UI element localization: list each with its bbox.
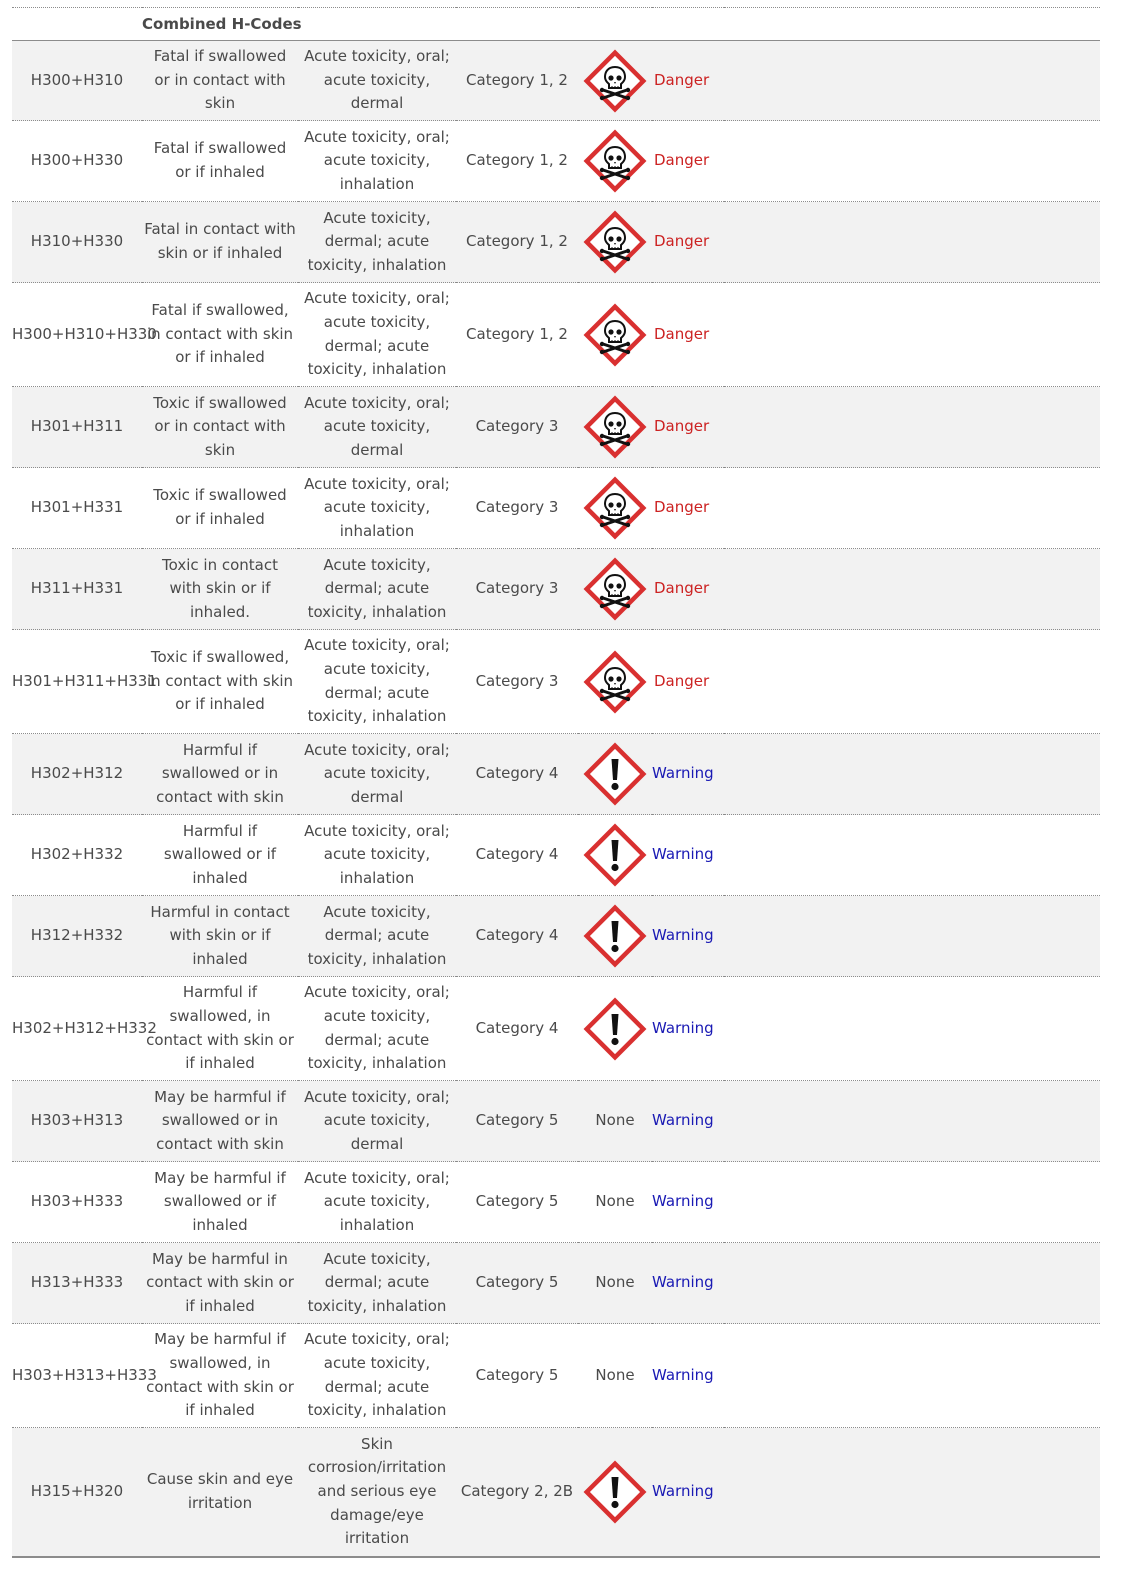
skull-crossbones-icon bbox=[583, 303, 647, 367]
table-row bbox=[12, 1243, 1100, 1324]
signal-word-cell: Warning bbox=[652, 845, 714, 864]
hazard-statement-cell: Fatal if swallowed or if inhaled bbox=[153, 139, 287, 181]
category-cell: Category 3 bbox=[475, 417, 559, 436]
pictogram-none-text: None bbox=[595, 1192, 635, 1211]
pictogram-cell bbox=[578, 815, 652, 896]
category-cell: Category 5 bbox=[475, 1111, 559, 1130]
empty-cell bbox=[724, 1162, 1100, 1243]
signal-word-cell: Danger bbox=[654, 671, 710, 690]
empty-cell bbox=[724, 896, 1100, 977]
hazard-class-cell: Acute toxicity, dermal; acute toxicity, inhalation bbox=[307, 1249, 447, 1315]
table-row bbox=[12, 896, 1100, 977]
empty-cell bbox=[724, 1243, 1100, 1324]
hazard-statement-cell: May be harmful if swallowed or if inhaled bbox=[154, 1168, 286, 1234]
h-codes-table-container bbox=[12, 7, 1100, 1558]
signal-word-cell: Danger bbox=[654, 417, 710, 436]
signal-word-cell: Warning bbox=[652, 926, 714, 945]
skull-crossbones-icon bbox=[583, 49, 647, 113]
pictogram-cell bbox=[578, 896, 652, 977]
category-cell: Category 5 bbox=[475, 1192, 559, 1211]
empty-cell bbox=[724, 202, 1100, 283]
pictogram-cell bbox=[578, 202, 652, 283]
table-header-row bbox=[12, 8, 1100, 41]
exclamation-mark-icon bbox=[583, 742, 647, 806]
table-row bbox=[12, 283, 1100, 387]
category-cell: Category 3 bbox=[475, 579, 559, 598]
hazard-class-cell: Acute toxicity, oral; acute toxicity, dermal; acute toxicity, inhalation bbox=[304, 636, 450, 726]
pictogram-none-text: None bbox=[595, 1273, 635, 1292]
skull-crossbones-icon bbox=[583, 650, 647, 714]
hazard-class-cell: Acute toxicity, oral; acute toxicity, inhalation bbox=[304, 1168, 450, 1234]
empty-cell bbox=[724, 41, 1100, 121]
pictogram-cell bbox=[578, 1243, 652, 1324]
hazard-class-cell: Acute toxicity, dermal; acute toxicity, inhalation bbox=[307, 208, 447, 274]
category-cell: Category 4 bbox=[475, 1018, 559, 1037]
hazard-class-cell: Acute toxicity, oral; acute toxicity, dermal bbox=[304, 393, 450, 459]
pictogram-cell bbox=[578, 549, 652, 630]
signal-word-cell: Warning bbox=[652, 1018, 714, 1037]
hazard-statement-cell: May be harmful if swallowed or in contact with skin bbox=[154, 1087, 286, 1153]
h-code-cell: H300+H330 bbox=[30, 151, 124, 170]
pictogram-cell bbox=[578, 734, 652, 815]
hazard-statement-cell: Toxic in contact with skin or if inhaled. bbox=[162, 555, 278, 621]
h-code-cell: H301+H311 bbox=[30, 417, 124, 436]
empty-cell bbox=[724, 977, 1100, 1081]
pictogram-cell bbox=[578, 283, 652, 387]
category-cell: Category 3 bbox=[475, 498, 559, 517]
hazard-statement-cell: Harmful if swallowed or if inhaled bbox=[163, 821, 277, 887]
hazard-class-cell: Acute toxicity, oral; acute toxicity, dermal bbox=[304, 740, 450, 806]
hazard-statement-cell: Fatal in contact with skin or if inhaled bbox=[144, 220, 296, 262]
category-cell: Category 1, 2 bbox=[466, 70, 568, 89]
hazard-statement-cell: Harmful if swallowed, in contact with skin or if inhaled bbox=[146, 983, 294, 1073]
signal-word-cell: Danger bbox=[654, 232, 710, 251]
hazard-statement-cell: Toxic if swallowed or in contact with skin bbox=[153, 393, 287, 459]
pictogram-cell bbox=[578, 468, 652, 549]
table-row bbox=[12, 1324, 1100, 1428]
category-cell: Category 2, 2B bbox=[460, 1481, 574, 1500]
empty-cell bbox=[724, 815, 1100, 896]
table-title: Combined H-Codes bbox=[142, 15, 302, 33]
hazard-class-cell: Acute toxicity, dermal; acute toxicity, inhalation bbox=[307, 555, 447, 621]
hazard-class-cell: Acute toxicity, oral; acute toxicity, dermal; acute toxicity, inhalation bbox=[304, 1330, 450, 1420]
category-cell: Category 1, 2 bbox=[466, 324, 568, 343]
empty-cell bbox=[724, 1081, 1100, 1162]
signal-word-cell: Danger bbox=[654, 151, 710, 170]
table-row bbox=[12, 549, 1100, 630]
table-header-cell bbox=[12, 8, 1100, 41]
h-code-cell: H301+H311+H331 bbox=[12, 671, 157, 690]
table-row bbox=[12, 468, 1100, 549]
h-code-cell: H311+H331 bbox=[30, 579, 124, 598]
category-cell: Category 1, 2 bbox=[466, 232, 568, 251]
pictogram-cell bbox=[578, 121, 652, 202]
signal-word-cell: Warning bbox=[652, 1111, 714, 1130]
skull-crossbones-icon bbox=[583, 395, 647, 459]
category-cell: Category 5 bbox=[475, 1273, 559, 1292]
skull-crossbones-icon bbox=[583, 476, 647, 540]
h-code-cell: H303+H333 bbox=[30, 1192, 124, 1211]
empty-cell bbox=[724, 1428, 1100, 1557]
table-row bbox=[12, 41, 1100, 121]
skull-crossbones-icon bbox=[583, 557, 647, 621]
hazard-class-cell: Skin corrosion/irritation and serious eye damage/eye irritation bbox=[307, 1434, 447, 1548]
signal-word-cell: Warning bbox=[652, 1273, 714, 1292]
h-code-cell: H302+H332 bbox=[30, 845, 124, 864]
pictogram-cell bbox=[578, 41, 652, 121]
h-code-cell: H303+H313 bbox=[30, 1111, 124, 1130]
table-row bbox=[12, 387, 1100, 468]
pictogram-cell bbox=[578, 1428, 652, 1557]
hazard-statement-cell: May be harmful if swallowed, in contact with skin or if inhaled bbox=[146, 1330, 294, 1420]
hazard-statement-cell: Harmful in contact with skin or if inhaled bbox=[150, 902, 290, 968]
category-cell: Category 4 bbox=[475, 845, 559, 864]
category-cell: Category 5 bbox=[475, 1365, 559, 1384]
hazard-class-cell: Acute toxicity, oral; acute toxicity, dermal bbox=[304, 1087, 450, 1153]
table-row bbox=[12, 1081, 1100, 1162]
signal-word-cell: Warning bbox=[652, 764, 714, 783]
hazard-class-cell: Acute toxicity, oral; acute toxicity, dermal; acute toxicity, inhalation bbox=[304, 289, 450, 379]
exclamation-mark-icon bbox=[583, 1460, 647, 1524]
h-code-cell: H300+H310+H330 bbox=[12, 324, 157, 343]
hazard-statement-cell: Toxic if swallowed, in contact with skin or if inhaled bbox=[146, 648, 294, 714]
category-cell: Category 4 bbox=[475, 764, 559, 783]
hazard-statement-cell: Toxic if swallowed or if inhaled bbox=[153, 486, 287, 528]
hazard-class-cell: Acute toxicity, oral; acute toxicity, inhalation bbox=[304, 474, 450, 540]
pictogram-cell bbox=[578, 1324, 652, 1428]
exclamation-mark-icon bbox=[583, 904, 647, 968]
h-code-cell: H315+H320 bbox=[30, 1481, 124, 1500]
hazard-class-cell: Acute toxicity, oral; acute toxicity, inhalation bbox=[304, 127, 450, 193]
combined-h-codes-table bbox=[12, 7, 1100, 1558]
h-code-cell: H303+H313+H333 bbox=[12, 1365, 157, 1384]
table-row bbox=[12, 630, 1100, 734]
hazard-class-cell: Acute toxicity, oral; acute toxicity, dermal bbox=[304, 47, 450, 113]
exclamation-mark-icon bbox=[583, 997, 647, 1061]
h-code-cell: H301+H331 bbox=[30, 498, 124, 517]
table-row bbox=[12, 121, 1100, 202]
hazard-class-cell: Acute toxicity, oral; acute toxicity, dermal; acute toxicity, inhalation bbox=[304, 983, 450, 1073]
h-code-cell: H300+H310 bbox=[30, 70, 124, 89]
category-cell: Category 1, 2 bbox=[466, 151, 568, 170]
empty-cell bbox=[724, 1324, 1100, 1428]
empty-cell bbox=[724, 283, 1100, 387]
category-cell: Category 4 bbox=[475, 926, 559, 945]
h-code-cell: H302+H312 bbox=[30, 764, 124, 783]
signal-word-cell: Danger bbox=[654, 324, 710, 343]
pictogram-cell bbox=[578, 630, 652, 734]
hazard-class-cell: Acute toxicity, oral; acute toxicity, inhalation bbox=[304, 821, 450, 887]
table-row bbox=[12, 1428, 1100, 1557]
table-row bbox=[12, 202, 1100, 283]
hazard-statement-cell: Cause skin and eye irritation bbox=[146, 1470, 294, 1512]
skull-crossbones-icon bbox=[583, 129, 647, 193]
pictogram-none-text: None bbox=[595, 1365, 635, 1384]
category-cell: Category 3 bbox=[475, 671, 559, 690]
h-code-cell: H302+H312+H332 bbox=[12, 1018, 157, 1037]
pictogram-cell bbox=[578, 387, 652, 468]
signal-word-cell: Danger bbox=[654, 579, 710, 598]
hazard-statement-cell: Fatal if swallowed or in contact with skin bbox=[153, 47, 287, 113]
empty-cell bbox=[724, 734, 1100, 815]
empty-cell bbox=[724, 549, 1100, 630]
skull-crossbones-icon bbox=[583, 210, 647, 274]
empty-cell bbox=[724, 387, 1100, 468]
hazard-statement-cell: Harmful if swallowed or in contact with skin bbox=[156, 740, 284, 806]
table-row bbox=[12, 815, 1100, 896]
empty-cell bbox=[724, 630, 1100, 734]
table-row bbox=[12, 1162, 1100, 1243]
signal-word-cell: Danger bbox=[654, 498, 710, 517]
h-code-cell: H313+H333 bbox=[30, 1273, 124, 1292]
table-row bbox=[12, 977, 1100, 1081]
exclamation-mark-icon bbox=[583, 823, 647, 887]
pictogram-cell bbox=[578, 1081, 652, 1162]
signal-word-cell: Warning bbox=[652, 1192, 714, 1211]
pictogram-cell bbox=[578, 977, 652, 1081]
signal-word-cell: Warning bbox=[652, 1481, 714, 1500]
hazard-class-cell: Acute toxicity, dermal; acute toxicity, inhalation bbox=[307, 902, 447, 968]
signal-word-cell: Danger bbox=[654, 70, 710, 89]
h-code-cell: H310+H330 bbox=[30, 232, 124, 251]
table-body bbox=[12, 41, 1100, 1557]
hazard-statement-cell: Fatal if swallowed, in contact with skin or if inhaled bbox=[146, 301, 294, 367]
empty-cell bbox=[724, 121, 1100, 202]
pictogram-cell bbox=[578, 1162, 652, 1243]
signal-word-cell: Warning bbox=[652, 1365, 714, 1384]
hazard-statement-cell: May be harmful in contact with skin or if inhaled bbox=[146, 1249, 294, 1315]
pictogram-none-text: None bbox=[595, 1111, 635, 1130]
empty-cell bbox=[724, 468, 1100, 549]
h-code-cell: H312+H332 bbox=[30, 926, 124, 945]
table-row bbox=[12, 734, 1100, 815]
